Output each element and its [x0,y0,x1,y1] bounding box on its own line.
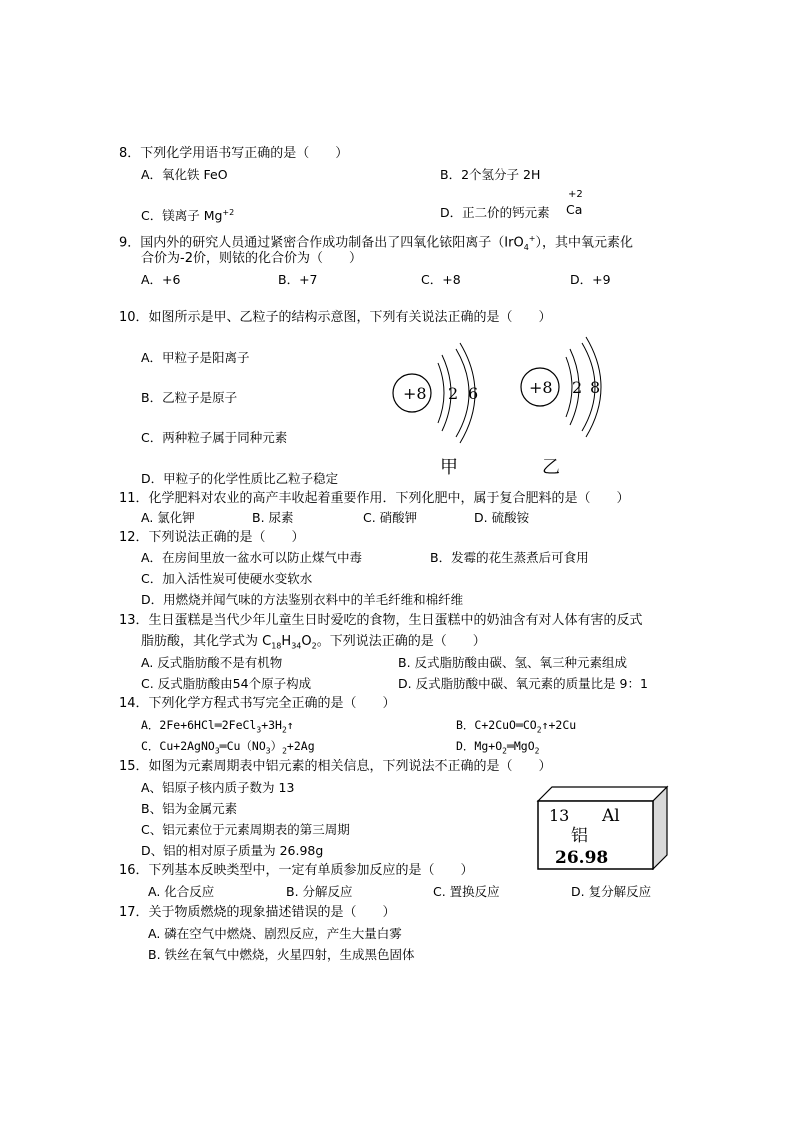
q9-option-b: B．+7 [278,272,318,287]
jia-shell1-electrons: 2 [448,384,459,403]
q16-option-b: B. 分解反应 [286,884,353,899]
tile-element-symbol: Al [602,806,620,826]
q17-option-b: B. 铁丝在氧气中燃烧，火星四射，生成黑色固体 [148,947,415,962]
tile-atomic-mass: 26.98 [555,848,609,868]
q12-stem: 12．下列说法正确的是（ ） [119,530,305,545]
q9-option-d: D．+9 [570,272,611,287]
q17-stem: 17．关于物质燃烧的现象描述错误的是（ ） [119,905,396,920]
particle-structure-diagram [390,335,620,480]
q17-option-a: A. 磷在空气中燃烧、剧烈反应，产生大量白雾 [148,926,402,941]
jia-shell2-electrons: 6 [468,384,479,403]
q10-stem: 10．如图所示是甲、乙粒子的结构示意图，下列有关说法正确的是（ ） [119,310,552,325]
q12-option-c: C．加入活性炭可使硬水变软水 [141,571,313,586]
aluminum-element-tile [535,785,670,870]
q13-option-c: C. 反式脂肪酸由54个原子构成 [141,676,312,691]
q8-option-d-element: Ca [566,202,583,217]
q8-option-d-valence: +2 [568,189,583,200]
q11-option-d: D. 硫酸铵 [474,510,530,525]
q15-option-d: D、铝的相对原子质量为 26.98g [141,843,324,858]
q12-option-a: A．在房间里放一盆水可以防止煤气中毒 [141,550,363,565]
q12-option-d: D．用燃烧并闻气味的方法鉴别衣料中的羊毛纤维和棉纤维 [141,592,464,607]
q14-option-d: D．$Mg+O_2═MgO_2$ [456,739,540,756]
q15-stem: 15．如图为元素周期表中铝元素的相关信息，下列说法不正确的是（ ） [119,759,552,774]
yi-shell2-electrons: 8 [590,378,601,397]
q14-stem: 14．下列化学方程式书写完全正确的是（ ） [119,696,396,711]
q12-option-b: B．发霉的花生蒸煮后可食用 [430,550,589,565]
q15-option-c: C、铝元素位于元素周期表的第三周期 [141,822,350,837]
jia-label: 甲 [440,457,458,478]
yi-label: 乙 [542,457,560,478]
yi-nucleus-charge: +8 [529,378,553,397]
jia-nucleus-charge: +8 [403,384,427,403]
q8-option-a: A．氧化铁 FeO [141,167,228,182]
q8-stem: 8．下列化学用语书写正确的是（ ） [119,146,349,161]
q14-option-b: B．$C+2CuO═CO_2↑+2Cu$ [456,718,577,735]
q11-option-b: B. 尿素 [252,510,294,525]
q11-option-a: A. 氯化钾 [141,510,195,525]
q13-option-a: A. 反式脂肪酸不是有机物 [141,655,283,670]
q10-option-c: C．两种粒子属于同种元素 [141,430,288,445]
q16-option-a: A. 化合反应 [148,884,215,899]
q9-stem-line2: 合价为-2价，则铱的化合价为（ ） [141,251,362,266]
q16-option-c: C. 置换反应 [433,884,500,899]
tile-element-name: 铝 [571,826,588,846]
q10-option-b: B．乙粒子是原子 [141,390,238,405]
q9-option-a: A．+6 [141,272,181,287]
q13-option-b: B. 反式脂肪酸由碳、氢、氧三种元素组成 [398,655,628,670]
q10-option-d: D．甲粒子的化学性质比乙粒子稳定 [141,471,339,486]
q10-option-a: A．甲粒子是阳离子 [141,350,250,365]
q8-option-c: C．镁离子 $Mg^{+2}$ [141,208,235,224]
q11-option-c: C. 硝酸钾 [363,510,418,525]
q9-stem-line1: 9．国内外的研究人员通过紧密合作成功制备出了四氧化铱阳离子（IrO$_4$+），其中氧元素化 [119,234,633,252]
particle-yi [521,337,601,478]
particle-jia [393,343,478,478]
q11-stem: 11．化学肥料对农业的高产丰收起着重要作用．下列化肥中，属于复合肥料的是（ ） [119,491,630,506]
q8-option-d: D．正二价的钙元素 [440,205,550,220]
q13-stem-line2: 脂肪酸，其化学式为 $C_{18}H_{34}O_2$。下列说法正确的是（ ） [141,634,486,651]
q8-option-b: B．2个氢分子 2H [440,167,541,182]
tile-atomic-number: 13 [549,806,570,825]
q16-stem: 16．下列基本反映类型中，一定有单质参加反应的是（ ） [119,863,474,878]
q16-option-d: D. 复分解反应 [571,884,652,899]
yi-shell1-electrons: 2 [572,378,583,397]
q15-option-b: B、铝为金属元素 [141,801,238,816]
q14-option-a: A．$2Fe+6HCl═2FeCl_3+3H_2↑$ [141,718,294,735]
q15-option-a: A、铝原子核内质子数为 13 [141,780,295,795]
q13-stem-line1: 13．生日蛋糕是当代少年儿童生日时爱吃的食物，生日蛋糕中的奶油含有对人体有害的反式 [119,613,643,628]
q13-option-d: D. 反式脂肪酸中碳、氧元素的质量比是 9：1 [398,676,648,691]
q14-option-c: C．$Cu+2AgNO_3═Cu(NO_3)_2+2Ag$ [141,739,315,756]
q9-option-c: C．+8 [421,272,461,287]
